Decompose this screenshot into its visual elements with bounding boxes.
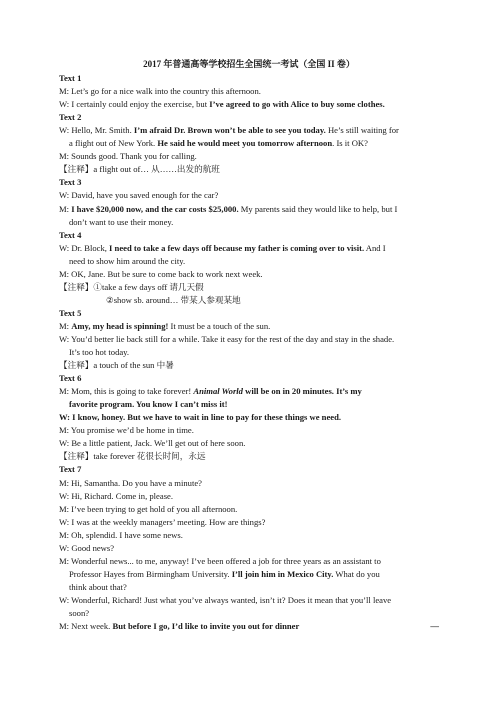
dialogue-line: W: I certainly could enjoy the exercise, but I’ve agreed to go with Alice to buy some clothes. <box>59 99 385 110</box>
text-4-heading: Text 4 <box>59 229 82 240</box>
text-7-heading: Text 7 <box>59 464 82 475</box>
text-6-heading: Text 6 <box>59 373 82 384</box>
text-1-heading: Text 1 <box>59 73 82 84</box>
dialogue-line: W: Hi, Richard. Come in, please. <box>59 490 173 501</box>
dialogue-line: think about that? <box>69 581 127 592</box>
dialogue-line: W: Good news? <box>59 542 115 553</box>
dialogue-line: W: You’d better lie back still for a while. Take it easy for the rest of the day and stay in the shade. <box>59 333 395 344</box>
dialogue-line: W: Be a little patient, Jack. We’ll get out of here soon. <box>59 438 246 449</box>
text-5-heading: Text 5 <box>59 307 82 318</box>
dialogue-line: W: I was at the weekly managers’ meeting. How are things? <box>59 516 266 527</box>
dialogue-line: need to show him around the city. <box>69 255 186 266</box>
dialogue-line: M: Amy, my head is spinning! It must be a touch of the sun. <box>59 320 271 331</box>
dialogue-line: W: Wonderful, Richard! Just what you’ve always wanted, isn’t it? Does it mean that you’ll leave <box>59 594 392 605</box>
dialogue-line: M: Mom, this is going to take forever! Animal World will be on in 20 minutes. It’s my <box>59 386 362 397</box>
dialogue-line: M: Sounds good. Thank you for calling. <box>59 151 197 162</box>
page-title: 2017 年普通高等学校招生全国统一考试（全国 II 卷） <box>143 59 355 69</box>
dialogue-line: don’t want to use their money. <box>69 216 174 227</box>
dialogue-line: M: Wonderful news... to me, anyway! I’ve been offered a job for three years as an assistant to <box>59 555 381 566</box>
annotation-note: 【注释】a flight out of… 从……出发的航班 <box>59 164 220 175</box>
dialogue-line: W: I know, honey. But we have to wait in line to pay for these things we need. <box>59 412 342 423</box>
dialogue-line: M: OK, Jane. But be sure to come back to work next week. <box>59 268 263 279</box>
dialogue-line: M: Let’s go for a nice walk into the country this afternoon. <box>59 86 261 97</box>
dialogue-line: M: Hi, Samantha. Do you have a minute? <box>59 477 202 488</box>
dialogue-line: W: Hello, Mr. Smith. I’m afraid Dr. Brown won’t be able to see you today. He’s still waiting for <box>59 125 399 136</box>
transcript <box>59 58 439 633</box>
dialogue-line: M: I’ve been trying to get hold of you all afternoon. <box>59 503 238 514</box>
dialogue-line: a flight out of New York. He said he would meet you tomorrow afternoon. Is it OK? <box>69 138 368 149</box>
annotation-note: 【注释】①take a few days off 请几天假 <box>59 281 204 292</box>
text-2-heading: Text 2 <box>59 112 82 123</box>
dialogue-line: soon? <box>69 607 90 618</box>
text-3-heading: Text 3 <box>59 177 82 188</box>
dialogue-line: M: Oh, splendid. I have some news. <box>59 529 183 540</box>
dialogue-line: M: You promise we’d be home in time. <box>59 425 194 436</box>
dialogue-line: Professor Hayes from Birmingham University. I’ll join him in Mexico City. What do you <box>69 568 380 579</box>
dialogue-line: M: Next week. But before I go, I’d like to invite you out for dinner — <box>59 620 439 633</box>
dialogue-line: W: David, have you saved enough for the car? <box>59 190 219 201</box>
dialogue-line: M: I have $20,000 now, and the car costs $25,000. My parents said they would like to help, but I <box>59 203 398 214</box>
annotation-note: ②show sb. around… 带某人参观某地 <box>106 294 241 305</box>
dialogue-line: favorite program. You know I can’t miss it! <box>69 399 228 410</box>
annotation-note: 【注释】take forever 花很长时间，永远 <box>59 451 206 462</box>
dialogue-line: It’s too hot today. <box>69 347 130 358</box>
dialogue-line: W: Dr. Block, I need to take a few days off because my father is coming over to visit. And I <box>59 242 386 253</box>
annotation-note: 【注释】a touch of the sun 中暑 <box>59 360 174 371</box>
dash-continuation: — <box>430 621 439 632</box>
